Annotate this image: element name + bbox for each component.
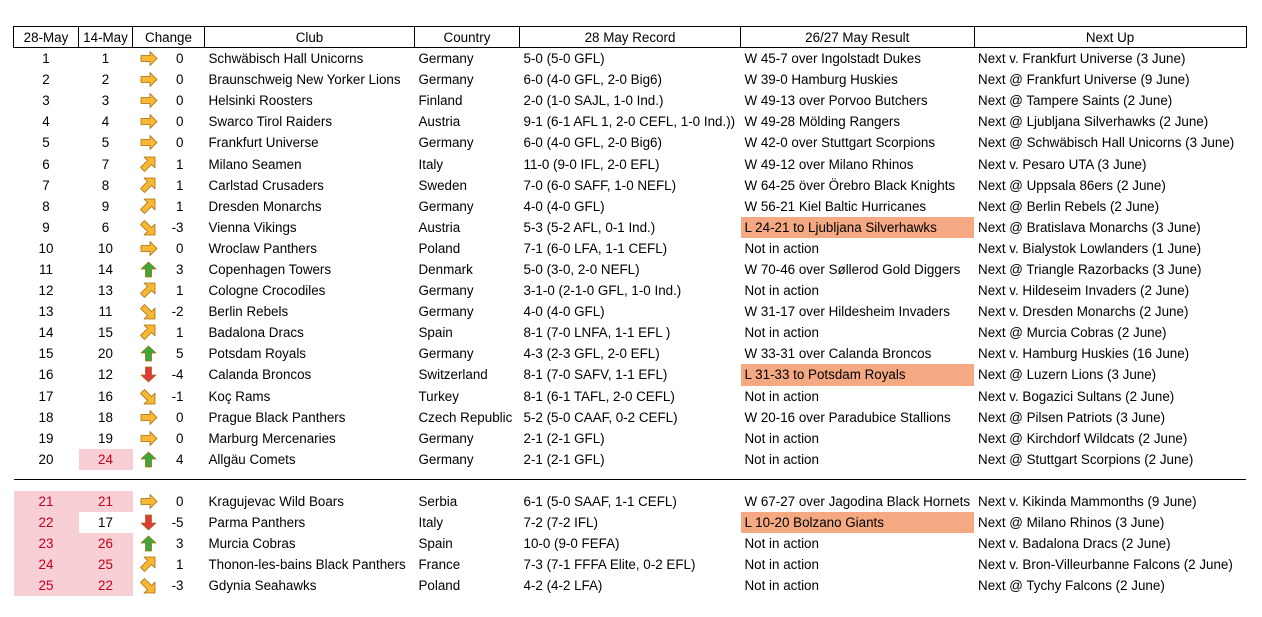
record-cell: 5-2 (5-0 CAAF, 0-2 CEFL)	[523, 409, 678, 425]
club-cell: Helsinki Roosters	[208, 93, 313, 109]
club-cell: Koç Rams	[208, 388, 271, 404]
change-cell	[133, 449, 205, 470]
country-cell: Italy	[418, 156, 444, 172]
header-result: 26/27 May Result	[741, 27, 975, 48]
club-cell: Frankfurt Universe	[208, 135, 319, 151]
rank-cell: 21	[14, 491, 79, 512]
club-cell: Cologne Crocodiles	[208, 283, 326, 299]
change-cell	[133, 175, 205, 196]
country-cell: Austria	[418, 114, 461, 130]
next-up-cell: Next @ Stuttgart Scorpions (2 June)	[978, 451, 1194, 467]
change-value: 1	[176, 198, 184, 214]
change-cell	[133, 217, 205, 238]
table-row	[14, 196, 1247, 217]
country-cell: Switzerland	[418, 367, 488, 383]
change-value: 4	[176, 451, 184, 467]
table-row	[14, 491, 1247, 512]
club-cell: Marburg Mercenaries	[208, 430, 336, 446]
rank-cell: 25	[14, 575, 79, 596]
record-cell: 6-1 (5-0 SAAF, 1-1 CEFL)	[523, 493, 677, 509]
next-up-cell: Next @ Kirchdorf Wildcats (2 June)	[978, 430, 1188, 446]
next-up-cell: Next v. Pesaro UTA (3 June)	[978, 156, 1147, 172]
result-cell: W 49-28 Mölding Rangers	[744, 114, 901, 130]
next-up-cell: Next v. Bogazici Sultans (2 June)	[978, 388, 1175, 404]
change-cell	[133, 196, 205, 217]
change-value: 1	[176, 557, 184, 573]
record-cell: 7-2 (7-2 IFL)	[523, 515, 598, 531]
club-cell: Swarco Tirol Raiders	[208, 114, 333, 130]
record-cell: 10-0 (9-0 FEFA)	[523, 536, 620, 552]
record-cell: 5-0 (3-0, 2-0 NEFL)	[523, 261, 640, 277]
next-up-cell: Next @ Pilsen Patriots (3 June)	[978, 409, 1166, 425]
country-cell: Germany	[418, 135, 474, 151]
previous-rank-cell: 5	[101, 135, 110, 151]
result-cell: W 64-25 över Örebro Black Knights	[744, 177, 956, 193]
club-cell: Kragujevac Wild Boars	[208, 493, 344, 509]
previous-rank-cell: 24	[79, 449, 133, 470]
change-value: -3	[171, 219, 184, 235]
rank-cell: 14	[38, 325, 54, 341]
country-cell: Sweden	[418, 177, 467, 193]
rank-cell: 5	[42, 135, 50, 151]
table-row	[14, 575, 1247, 596]
club-cell: Badalona Dracs	[208, 325, 304, 341]
rank-cell: 22	[14, 512, 79, 533]
result-cell: Not in action	[744, 283, 819, 299]
country-cell: Spain	[418, 325, 453, 341]
previous-rank-cell: 22	[79, 575, 133, 596]
change-value: 5	[176, 346, 184, 362]
table-row	[14, 153, 1247, 174]
club-cell: Milano Seamen	[208, 156, 302, 172]
rank-cell: 24	[14, 554, 79, 575]
change-value: -4	[171, 367, 184, 383]
table-row	[14, 238, 1247, 259]
next-up-cell: Next @ Tychy Falcons (2 June)	[978, 578, 1165, 594]
club-cell: Copenhagen Towers	[208, 261, 332, 277]
previous-rank-cell: 20	[98, 346, 113, 362]
arrow-right-icon	[139, 71, 158, 88]
change-cell	[133, 153, 205, 174]
table-row	[14, 533, 1247, 554]
rank-cell: 4	[42, 114, 50, 130]
arrow-up-right-icon	[139, 198, 158, 215]
table-row	[14, 69, 1247, 90]
next-up-cell: Next v. Bialystok Lowlanders (1 June)	[978, 240, 1202, 256]
header-row	[14, 27, 1247, 48]
country-cell: Poland	[418, 240, 461, 256]
record-cell: 7-3 (7-1 FFFA Elite, 0-2 EFL)	[523, 557, 696, 573]
arrow-up-icon	[139, 345, 158, 362]
arrow-up-icon	[139, 535, 158, 552]
club-cell: Murcia Cobras	[208, 536, 296, 552]
rank-cell: 2	[42, 72, 50, 88]
table-row	[14, 90, 1247, 111]
previous-rank-cell: 9	[101, 198, 110, 214]
country-cell: Turkey	[418, 388, 459, 404]
bubble-body	[14, 491, 1247, 596]
table-row	[14, 343, 1247, 364]
result-cell: Not in action	[744, 388, 819, 404]
change-value: 3	[176, 261, 184, 277]
next-up-cell: Next v. Dresden Monarchs (2 June)	[978, 304, 1189, 320]
record-cell: 2-1 (2-1 GFL)	[523, 451, 605, 467]
record-cell: 4-3 (2-3 GFL, 2-0 EFL)	[523, 346, 660, 362]
header-club: Club	[205, 27, 415, 48]
result-cell: W 20-16 over Paradubice Stallions	[744, 409, 951, 425]
previous-rank-cell: 3	[101, 93, 110, 109]
next-up-cell: Next @ Murcia Cobras (2 June)	[978, 325, 1167, 341]
previous-rank-cell: 10	[98, 240, 113, 256]
next-up-cell: Next @ Ljubljana Silverhawks (2 June)	[978, 114, 1209, 130]
change-value: 0	[176, 135, 184, 151]
result-cell: W 45-7 over Ingolstadt Dukes	[744, 51, 921, 67]
arrow-right-icon	[139, 240, 158, 257]
change-value: -5	[171, 515, 184, 531]
record-cell: 5-3 (5-2 AFL, 0-1 Ind.)	[523, 219, 656, 235]
previous-rank-cell: 19	[98, 430, 113, 446]
record-cell: 11-0 (9-0 IFL, 2-0 EFL)	[523, 156, 660, 172]
arrow-up-right-icon	[139, 324, 158, 341]
result-cell: Not in action	[744, 578, 819, 594]
result-cell: W 56-21 Kiel Baltic Hurricanes	[744, 198, 927, 214]
country-cell: Germany	[418, 304, 474, 320]
next-up-cell: Next v. Hamburg Huskies (16 June)	[978, 346, 1190, 362]
arrow-right-icon	[139, 113, 158, 130]
country-cell: Germany	[418, 51, 474, 67]
change-value: 0	[176, 430, 184, 446]
previous-rank-cell: 21	[79, 491, 133, 512]
rank-cell: 3	[42, 93, 50, 109]
rank-cell: 1	[42, 51, 50, 67]
next-up-cell: Next @ Berlin Rebels (2 June)	[978, 198, 1160, 214]
previous-rank-cell: 6	[101, 219, 110, 235]
table-row	[14, 132, 1247, 153]
change-value: 1	[176, 325, 184, 341]
country-cell: Germany	[418, 198, 474, 214]
change-cell	[133, 259, 205, 280]
next-up-cell: Next @ Milano Rhinos (3 June)	[978, 515, 1165, 531]
arrow-down-right-icon	[139, 303, 158, 320]
result-cell: W 49-12 over Milano Rhinos	[744, 156, 914, 172]
arrow-up-icon	[139, 451, 158, 468]
arrow-down-right-icon	[139, 577, 158, 594]
club-cell: Braunschweig New Yorker Lions	[208, 72, 401, 88]
result-cell: W 70-46 over Søllerod Gold Diggers	[744, 261, 961, 277]
previous-rank-cell: 13	[98, 283, 113, 299]
country-cell: Poland	[418, 578, 461, 594]
arrow-up-right-icon	[139, 177, 158, 194]
rank-cell: 9	[42, 219, 50, 235]
result-cell: W 42-0 over Stuttgart Scorpions	[744, 135, 936, 151]
arrow-down-right-icon	[139, 219, 158, 236]
record-cell: 7-1 (6-0 LFA, 1-1 CEFL)	[523, 240, 668, 256]
change-cell	[133, 575, 205, 596]
rank-cell: 8	[42, 198, 50, 214]
club-cell: Schwäbisch Hall Unicorns	[208, 51, 364, 67]
change-cell	[133, 428, 205, 449]
record-cell: 8-1 (6-1 TAFL, 2-0 CEFL)	[523, 388, 675, 404]
club-cell: Vienna Vikings	[208, 219, 297, 235]
rank-cell: 16	[38, 367, 54, 383]
change-cell	[133, 386, 205, 407]
header-change: Change	[133, 27, 205, 48]
result-cell: L 31-33 to Potsdam Royals	[741, 364, 975, 385]
country-cell: Germany	[418, 451, 474, 467]
change-cell	[133, 533, 205, 554]
country-cell: Czech Republic	[418, 409, 513, 425]
country-cell: Spain	[418, 536, 453, 552]
club-cell: Allgäu Comets	[208, 451, 296, 467]
result-cell: Not in action	[744, 430, 819, 446]
result-cell: Not in action	[744, 451, 819, 467]
club-cell: Berlin Rebels	[208, 304, 289, 320]
arrow-up-right-icon	[139, 556, 158, 573]
rankings-table	[13, 26, 1247, 596]
rank-cell: 12	[38, 283, 54, 299]
record-cell: 4-2 (4-2 LFA)	[523, 578, 603, 594]
arrow-right-icon	[139, 50, 158, 67]
record-cell: 6-0 (4-0 GFL, 2-0 Big6)	[523, 72, 662, 88]
result-cell: L 10-20 Bolzano Giants	[741, 512, 975, 533]
record-cell: 6-0 (4-0 GFL, 2-0 Big6)	[523, 135, 662, 151]
previous-rank-cell: 18	[98, 409, 113, 425]
club-cell: Prague Black Panthers	[208, 409, 346, 425]
arrow-right-icon	[139, 430, 158, 447]
change-cell	[133, 132, 205, 153]
country-cell: Denmark	[418, 261, 473, 277]
change-cell	[133, 554, 205, 575]
change-cell	[133, 90, 205, 111]
change-value: 0	[176, 493, 184, 509]
change-value: 0	[176, 72, 184, 88]
change-value: 0	[176, 51, 184, 67]
table-row	[14, 301, 1247, 322]
result-cell: W 33-31 over Calanda Broncos	[744, 346, 932, 362]
table-row	[14, 280, 1247, 301]
result-cell: Not in action	[744, 557, 819, 573]
table-row	[14, 48, 1247, 70]
next-up-cell: Next v. Badalona Dracs (2 June)	[978, 536, 1171, 552]
previous-rank-cell: 15	[98, 325, 113, 341]
change-value: 1	[176, 156, 184, 172]
club-cell: Calanda Broncos	[208, 367, 312, 383]
change-value: -1	[171, 388, 184, 404]
separator	[14, 470, 1247, 491]
previous-rank-cell: 17	[98, 515, 113, 531]
record-cell: 7-0 (6-0 SAFF, 1-0 NEFL)	[523, 177, 677, 193]
next-up-cell: Next v. Bron-Villeurbanne Falcons (2 June)	[978, 557, 1233, 573]
result-cell: Not in action	[744, 325, 819, 341]
next-up-cell: Next @ Frankfurt Universe (9 June)	[978, 72, 1190, 88]
table-row	[14, 217, 1247, 238]
change-cell	[133, 111, 205, 132]
change-value: -3	[171, 578, 184, 594]
arrow-right-icon	[139, 493, 158, 510]
record-cell: 5-0 (5-0 GFL)	[523, 51, 605, 67]
country-cell: Serbia	[418, 493, 458, 509]
change-value: 1	[176, 283, 184, 299]
rank-cell: 20	[38, 451, 54, 467]
change-cell	[133, 364, 205, 385]
table-row	[14, 554, 1247, 575]
table-row	[14, 111, 1247, 132]
table-row	[14, 259, 1247, 280]
previous-rank-cell: 7	[101, 156, 110, 172]
change-value: 0	[176, 240, 184, 256]
previous-rank-cell: 26	[79, 533, 133, 554]
table-row	[14, 322, 1247, 343]
table-row	[14, 449, 1247, 470]
rank-cell: 13	[38, 304, 54, 320]
arrow-right-icon	[139, 92, 158, 109]
previous-rank-cell: 1	[101, 51, 110, 67]
arrow-right-icon	[139, 409, 158, 426]
record-cell: 2-0 (1-0 SAJL, 1-0 Ind.)	[523, 93, 664, 109]
country-cell: Germany	[418, 430, 474, 446]
next-up-cell: Next v. Frankfurt Universe (3 June)	[978, 51, 1186, 67]
change-cell	[133, 69, 205, 90]
rank-cell: 15	[38, 346, 54, 362]
record-cell: 8-1 (7-0 SAFV, 1-1 EFL)	[523, 367, 668, 383]
result-cell: W 31-17 over Hildesheim Invaders	[744, 304, 950, 320]
arrow-right-icon	[139, 134, 158, 151]
change-cell	[133, 301, 205, 322]
record-cell: 2-1 (2-1 GFL)	[523, 430, 605, 446]
club-cell: Carlstad Crusaders	[208, 177, 324, 193]
arrow-down-icon	[139, 514, 158, 531]
change-cell	[133, 343, 205, 364]
table-row	[14, 175, 1247, 196]
rank-cell: 11	[39, 261, 53, 277]
change-cell	[133, 238, 205, 259]
change-value: 0	[176, 93, 184, 109]
club-cell: Gdynia Seahawks	[208, 578, 317, 594]
country-cell: Germany	[418, 346, 474, 362]
rank-cell: 23	[14, 533, 79, 554]
previous-rank-cell: 12	[98, 367, 113, 383]
previous-rank-cell: 8	[101, 177, 110, 193]
header-next-up: Next Up	[974, 27, 1246, 48]
arrow-up-right-icon	[139, 156, 158, 173]
change-cell	[133, 322, 205, 343]
result-cell: W 49-13 over Porvoo Butchers	[744, 93, 928, 109]
next-up-cell: Next @ Bratislava Monarchs (3 June)	[978, 219, 1201, 235]
arrow-up-right-icon	[139, 282, 158, 299]
country-cell: Germany	[418, 283, 474, 299]
record-cell: 3-1-0 (2-1-0 GFL, 1-0 Ind.)	[523, 283, 682, 299]
rank-cell: 18	[38, 409, 54, 425]
change-value: -2	[171, 304, 184, 320]
previous-rank-cell: 2	[101, 72, 110, 88]
rank-cell: 17	[38, 388, 54, 404]
change-value: 3	[176, 536, 184, 552]
next-up-cell: Next v. Hildeseim Invaders (2 June)	[978, 283, 1190, 299]
country-cell: Germany	[418, 72, 474, 88]
result-cell: L 24-21 to Ljubljana Silverhawks	[741, 217, 975, 238]
country-cell: Italy	[418, 515, 444, 531]
result-cell: Not in action	[744, 240, 819, 256]
rank-cell: 19	[38, 430, 54, 446]
rank-cell: 7	[42, 177, 50, 193]
country-cell: France	[418, 557, 461, 573]
top-25-body	[14, 48, 1247, 470]
record-cell: 9-1 (6-1 AFL 1, 2-0 CEFL, 1-0 Ind.))	[523, 114, 736, 130]
table-row	[14, 512, 1247, 533]
change-cell	[133, 407, 205, 428]
change-value: 0	[176, 409, 184, 425]
next-up-cell: Next v. Kikinda Mammonths (9 June)	[978, 493, 1197, 509]
table-row	[14, 407, 1247, 428]
record-cell: 8-1 (7-0 LNFA, 1-1 EFL )	[523, 325, 671, 341]
header-country: Country	[415, 27, 520, 48]
table-row	[14, 386, 1247, 407]
next-up-cell: Next @ Triangle Razorbacks (3 June)	[978, 261, 1202, 277]
header-rank-14-may: 14-May	[79, 27, 133, 48]
result-cell: W 39-0 Hamburg Huskies	[744, 72, 898, 88]
header-record: 28 May Record	[520, 27, 741, 48]
change-value: 1	[176, 177, 184, 193]
club-cell: Thonon-les-bains Black Panthers	[208, 557, 406, 573]
club-cell: Parma Panthers	[208, 515, 306, 531]
club-cell: Potsdam Royals	[208, 346, 306, 362]
previous-rank-cell: 14	[98, 261, 113, 277]
club-cell: Dresden Monarchs	[208, 198, 322, 214]
table-row	[14, 364, 1247, 385]
record-cell: 4-0 (4-0 GFL)	[523, 304, 605, 320]
country-cell: Austria	[418, 219, 461, 235]
previous-rank-cell: 4	[101, 114, 110, 130]
next-up-cell: Next @ Uppsala 86ers (2 June)	[978, 177, 1166, 193]
change-cell	[133, 48, 205, 70]
rank-cell: 6	[42, 156, 50, 172]
next-up-cell: Next @ Luzern Lions (3 June)	[978, 367, 1157, 383]
next-up-cell: Next @ Schwäbisch Hall Unicorns (3 June)	[978, 135, 1235, 151]
previous-rank-cell: 16	[98, 388, 113, 404]
header-rank-28-may: 28-May	[14, 27, 79, 48]
rank-cell: 10	[38, 240, 54, 256]
result-cell: W 67-27 over Jagodina Black Hornets	[744, 493, 971, 509]
change-cell	[133, 512, 205, 533]
change-value: 0	[176, 114, 184, 130]
result-cell: Not in action	[744, 536, 819, 552]
change-cell	[133, 491, 205, 512]
previous-rank-cell: 11	[98, 304, 113, 320]
arrow-down-icon	[139, 366, 158, 383]
previous-rank-cell: 25	[79, 554, 133, 575]
table-row	[14, 428, 1247, 449]
change-cell	[133, 280, 205, 301]
next-up-cell: Next @ Tampere Saints (2 June)	[978, 93, 1173, 109]
country-cell: Finland	[418, 93, 463, 109]
arrow-up-icon	[139, 261, 158, 278]
arrow-down-right-icon	[139, 388, 158, 405]
club-cell: Wroclaw Panthers	[208, 240, 317, 256]
record-cell: 4-0 (4-0 GFL)	[523, 198, 605, 214]
